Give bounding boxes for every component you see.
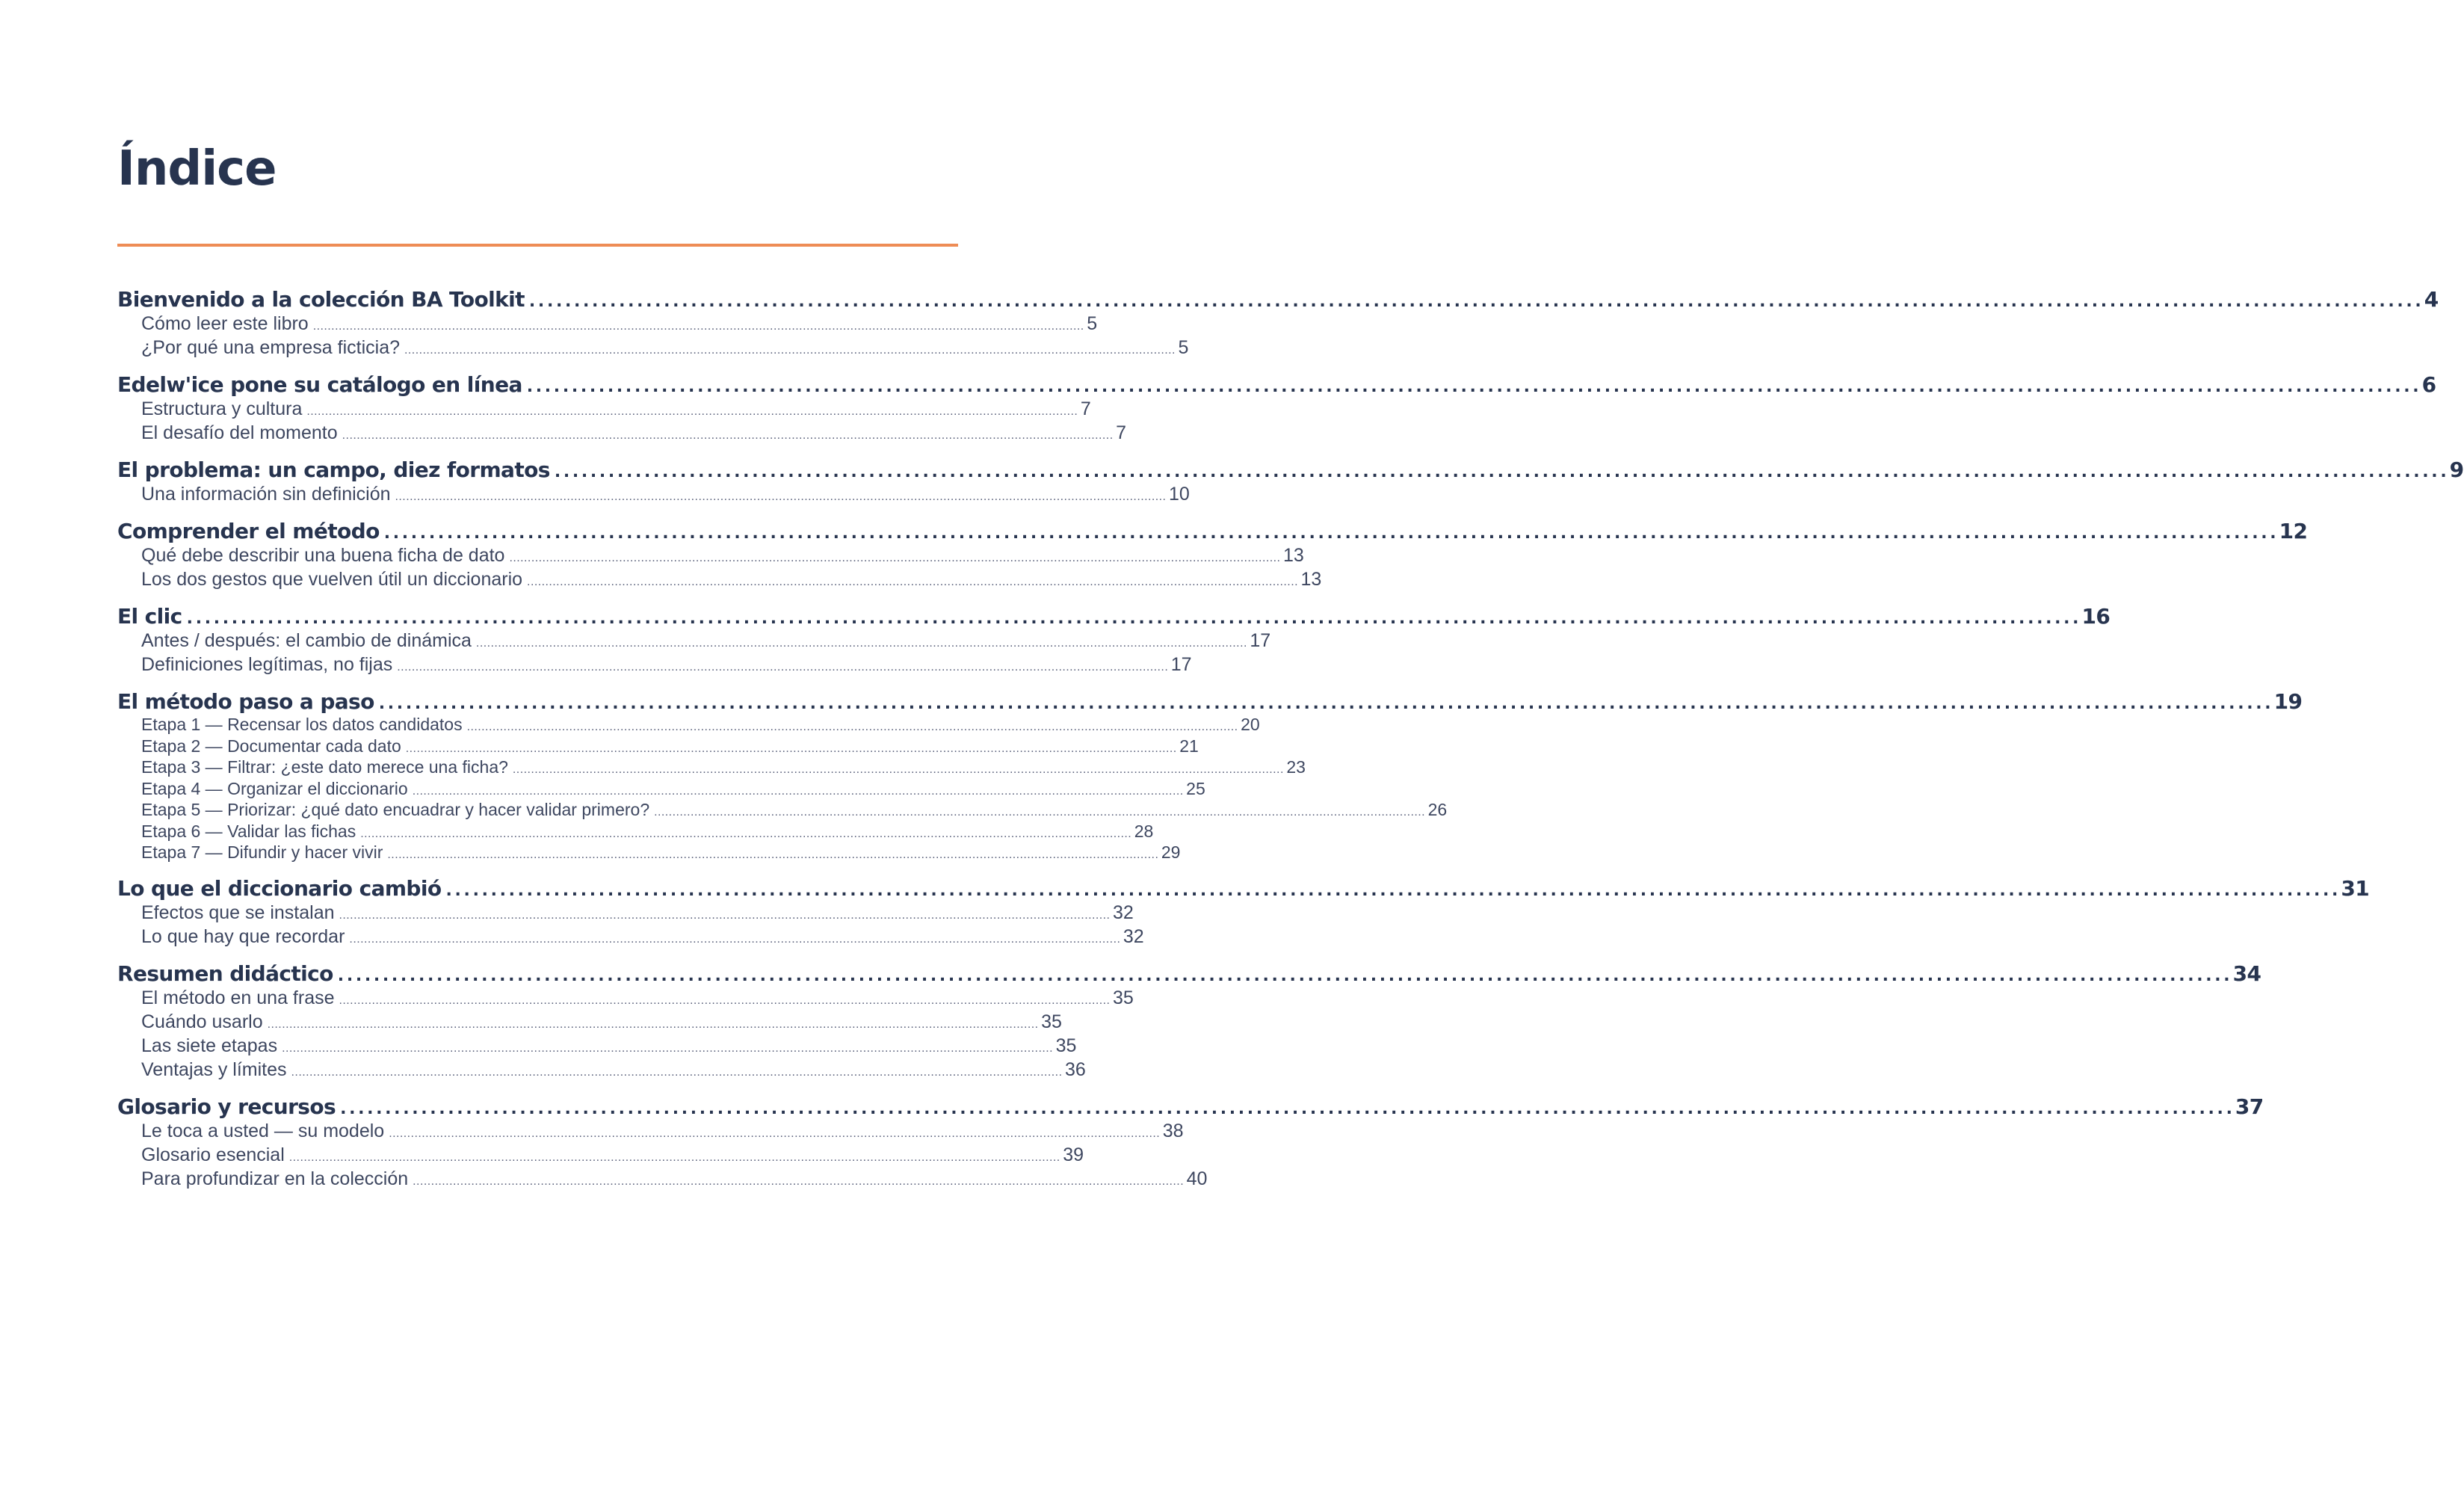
dot-leader (339, 904, 1108, 926)
toc-subsection-entry-title: Etapa 2 — Documentar cada dato (141, 736, 401, 756)
toc-subsection-entry-page-number: 40 (1186, 1168, 1208, 1189)
toc-chapter-entry[interactable] (117, 519, 2308, 545)
toc-subsection-entry[interactable] (117, 484, 1190, 508)
toc-subsection-entry-title: Qué debe describir una buena ficha de dato (141, 545, 505, 566)
toc-subsection-entry-page-number: 20 (1241, 715, 1260, 734)
toc-chapter-entry-page-number: 6 (2421, 372, 2436, 397)
toc-chapter-entry-page-number: 16 (2081, 604, 2111, 629)
toc-subsection-entry-page-number: 26 (1427, 800, 1448, 819)
dot-leader (395, 486, 1164, 508)
toc-subsection-entry[interactable] (117, 313, 1098, 337)
toc-subsection-entry-page-number: 13 (1282, 545, 1304, 566)
toc-subsection-entry[interactable] (117, 1144, 1084, 1168)
toc-subsection-entry[interactable] (117, 654, 1192, 678)
toc-subsection-entry[interactable] (117, 1120, 1184, 1144)
toc-subsection-entry-title: Las siete etapas (141, 1035, 278, 1056)
toc-chapter-entry-title: El problema: un campo, diez formatos (117, 457, 550, 482)
toc-subsection-entry[interactable] (117, 736, 1199, 759)
toc-subsection-entry-title: Antes / después: el cambio de dinámica (141, 630, 472, 651)
toc-chapter-entry-title: Edelw'ice pone su catálogo en línea (117, 372, 522, 397)
dot-leader (389, 1123, 1158, 1144)
toc-subsection-entry-page-number: 5 (1087, 313, 1098, 334)
toc-subsection-entry-page-number: 25 (1186, 778, 1205, 798)
toc-subsection-entry[interactable] (117, 398, 1091, 422)
toc-subsection-entry[interactable] (117, 715, 1260, 737)
dot-leader (446, 879, 2337, 903)
toc-subsection-entry-title: Una información sin definición (141, 484, 391, 505)
dot-leader (338, 964, 2229, 988)
toc-section (117, 519, 2308, 593)
toc-section (117, 689, 2303, 865)
toc-subsection-entry-page-number: 23 (1286, 757, 1306, 777)
toc-chapter-entry-page-number: 19 (2273, 689, 2303, 714)
toc-subsection-entry[interactable] (117, 842, 1181, 865)
toc-subsection-entry-page-number: 10 (1169, 484, 1190, 505)
toc-chapter-entry[interactable] (117, 372, 2436, 398)
toc-chapter-entry[interactable] (117, 1094, 2264, 1121)
toc-subsection-entry-page-number: 35 (1112, 987, 1134, 1008)
dot-leader (379, 692, 2270, 716)
toc-subsection-entry-title: Etapa 1 — Recensar los datos candidatos (141, 715, 463, 734)
title-divider (117, 244, 958, 247)
toc-subsection-entry[interactable] (117, 337, 1189, 361)
toc-subsection-entry-page-number: 35 (1041, 1011, 1062, 1032)
dot-leader (527, 571, 1296, 593)
toc-subsection-entry-page-number: 36 (1065, 1058, 1086, 1080)
toc-subsection-entry-title: Para profundizar en la colección (141, 1168, 409, 1189)
toc-chapter-entry-page-number: 4 (2424, 287, 2439, 312)
dot-leader (509, 547, 1278, 569)
page-title: Índice (117, 141, 277, 197)
toc-chapter-entry-page-number: 37 (2235, 1094, 2264, 1119)
dot-leader (187, 607, 2078, 631)
toc-subsection-entry[interactable] (117, 901, 1134, 926)
toc-subsection-entry-page-number: 7 (1116, 422, 1127, 443)
dot-leader (555, 460, 2445, 484)
toc-chapter-entry-title: Comprender el método (117, 519, 380, 543)
toc-chapter-entry-title: Bienvenido a la colección BA Toolkit (117, 287, 525, 312)
dot-leader (340, 1097, 2231, 1121)
toc-subsection-entry-page-number: 7 (1080, 398, 1091, 419)
dot-leader (513, 761, 1282, 780)
toc-subsection-entry-page-number: 39 (1063, 1144, 1084, 1165)
dot-leader (313, 315, 1082, 337)
table-of-contents (117, 287, 2464, 1204)
dot-leader (406, 740, 1175, 759)
dot-leader (404, 339, 1173, 361)
toc-subsection-entry[interactable] (117, 630, 1271, 654)
toc-subsection-entry-title: Ventajas y límites (141, 1058, 287, 1080)
toc-section (117, 372, 2436, 446)
toc-subsection-entry[interactable] (117, 422, 1127, 446)
toc-subsection-entry-title: Etapa 7 — Difundir y hacer vivir (141, 842, 383, 862)
toc-subsection-entry-page-number: 21 (1179, 736, 1199, 756)
dot-leader (360, 825, 1129, 844)
toc-section (117, 287, 2439, 361)
toc-chapter-entry[interactable] (117, 287, 2439, 313)
dot-leader (339, 990, 1108, 1011)
toc-subsection-entry-title: Estructura y cultura (141, 398, 303, 419)
toc-section (117, 875, 2370, 950)
toc-chapter-entry[interactable] (117, 689, 2303, 715)
toc-subsection-entry-title: El método en una frase (141, 987, 335, 1008)
toc-subsection-entry-page-number: 13 (1300, 569, 1322, 590)
toc-subsection-entry-title: El desafío del momento (141, 422, 338, 443)
dot-leader (384, 522, 2275, 546)
dot-leader (529, 290, 2420, 314)
toc-subsection-entry-title: Etapa 4 — Organizar el diccionario (141, 778, 408, 798)
toc-subsection-entry-page-number: 38 (1162, 1120, 1184, 1141)
dot-leader (527, 375, 2418, 399)
toc-subsection-entry-page-number: 17 (1250, 630, 1271, 651)
toc-chapter-entry[interactable] (117, 961, 2261, 987)
toc-subsection-entry-title: Definiciones legítimas, no fijas (141, 654, 393, 675)
toc-subsection-entry-page-number: 5 (1178, 337, 1189, 358)
toc-chapter-entry-page-number: 12 (2279, 519, 2308, 543)
toc-subsection-entry-page-number: 29 (1161, 842, 1181, 862)
dot-leader (387, 846, 1156, 865)
toc-subsection-entry-title: Cuándo usarlo (141, 1011, 263, 1032)
dot-leader (268, 1014, 1037, 1035)
toc-subsection-entry-page-number: 28 (1134, 821, 1154, 841)
toc-chapter-entry-page-number: 9 (2449, 457, 2464, 482)
toc-subsection-entry[interactable] (117, 800, 1448, 822)
toc-subsection-entry-page-number: 35 (1055, 1035, 1077, 1056)
dot-leader (349, 928, 1118, 950)
dot-leader (289, 1147, 1058, 1168)
toc-subsection-entry[interactable] (117, 569, 1322, 593)
toc-subsection-entry-title: Lo que hay que recordar (141, 925, 345, 947)
toc-subsection-entry[interactable] (117, 1168, 1208, 1192)
toc-chapter-entry-title: Glosario y recursos (117, 1094, 336, 1119)
toc-subsection-entry-page-number: 32 (1123, 925, 1144, 947)
toc-chapter-entry[interactable] (117, 457, 2464, 484)
toc-section (117, 457, 2464, 508)
dot-leader (476, 632, 1245, 654)
toc-chapter-entry-page-number: 31 (2341, 875, 2370, 901)
toc-subsection-entry-title: Cómo leer este libro (141, 313, 309, 334)
toc-chapter-entry-page-number: 34 (2232, 961, 2261, 986)
dot-leader (282, 1038, 1051, 1059)
toc-subsection-entry[interactable] (117, 778, 1205, 801)
toc-subsection-entry-title: Etapa 3 — Filtrar: ¿este dato merece una ficha? (141, 757, 508, 777)
toc-subsection-entry-title: Etapa 5 — Priorizar: ¿qué dato encuadrar y hacer validar primero? (141, 800, 650, 819)
toc-chapter-entry[interactable] (117, 604, 2111, 630)
toc-subsection-entry-page-number: 17 (1170, 654, 1192, 675)
toc-section (117, 1094, 2264, 1192)
toc-subsection-entry[interactable] (117, 821, 1154, 844)
toc-subsection-entry[interactable] (117, 1035, 1077, 1059)
dot-leader (397, 656, 1166, 678)
dot-leader (413, 1171, 1182, 1192)
dot-leader (342, 425, 1111, 446)
toc-subsection-entry-title: Etapa 6 — Validar las fichas (141, 821, 356, 841)
toc-section (117, 961, 2261, 1083)
toc-subsection-entry-title: Los dos gestos que vuelven útil un diccionario (141, 569, 523, 590)
dot-leader (654, 804, 1423, 822)
toc-chapter-entry-title: Resumen didáctico (117, 961, 333, 986)
toc-subsection-entry-page-number: 32 (1112, 901, 1134, 923)
toc-subsection-entry[interactable] (117, 545, 1304, 569)
dot-leader (467, 718, 1236, 737)
toc-subsection-entry-title: Efectos que se instalan (141, 901, 335, 923)
dot-leader (291, 1061, 1060, 1083)
toc-subsection-entry[interactable] (117, 1011, 1062, 1035)
toc-subsection-entry[interactable] (117, 925, 1144, 950)
toc-section (117, 604, 2111, 678)
dot-leader (413, 783, 1182, 801)
toc-chapter-entry-title: El clic (117, 604, 182, 629)
toc-chapter-entry-title: El método paso a paso (117, 689, 374, 714)
toc-subsection-entry[interactable] (117, 757, 1306, 780)
toc-subsection-entry-title: ¿Por qué una empresa ficticia? (141, 337, 401, 358)
toc-subsection-entry[interactable] (117, 987, 1134, 1011)
dot-leader (306, 401, 1075, 422)
toc-subsection-entry-title: Glosario esencial (141, 1144, 285, 1165)
toc-chapter-entry-title: Lo que el diccionario cambió (117, 875, 442, 901)
toc-chapter-entry[interactable] (117, 875, 2370, 902)
toc-subsection-entry[interactable] (117, 1058, 1086, 1083)
toc-subsection-entry-title: Le toca a usted — su modelo (141, 1120, 385, 1141)
